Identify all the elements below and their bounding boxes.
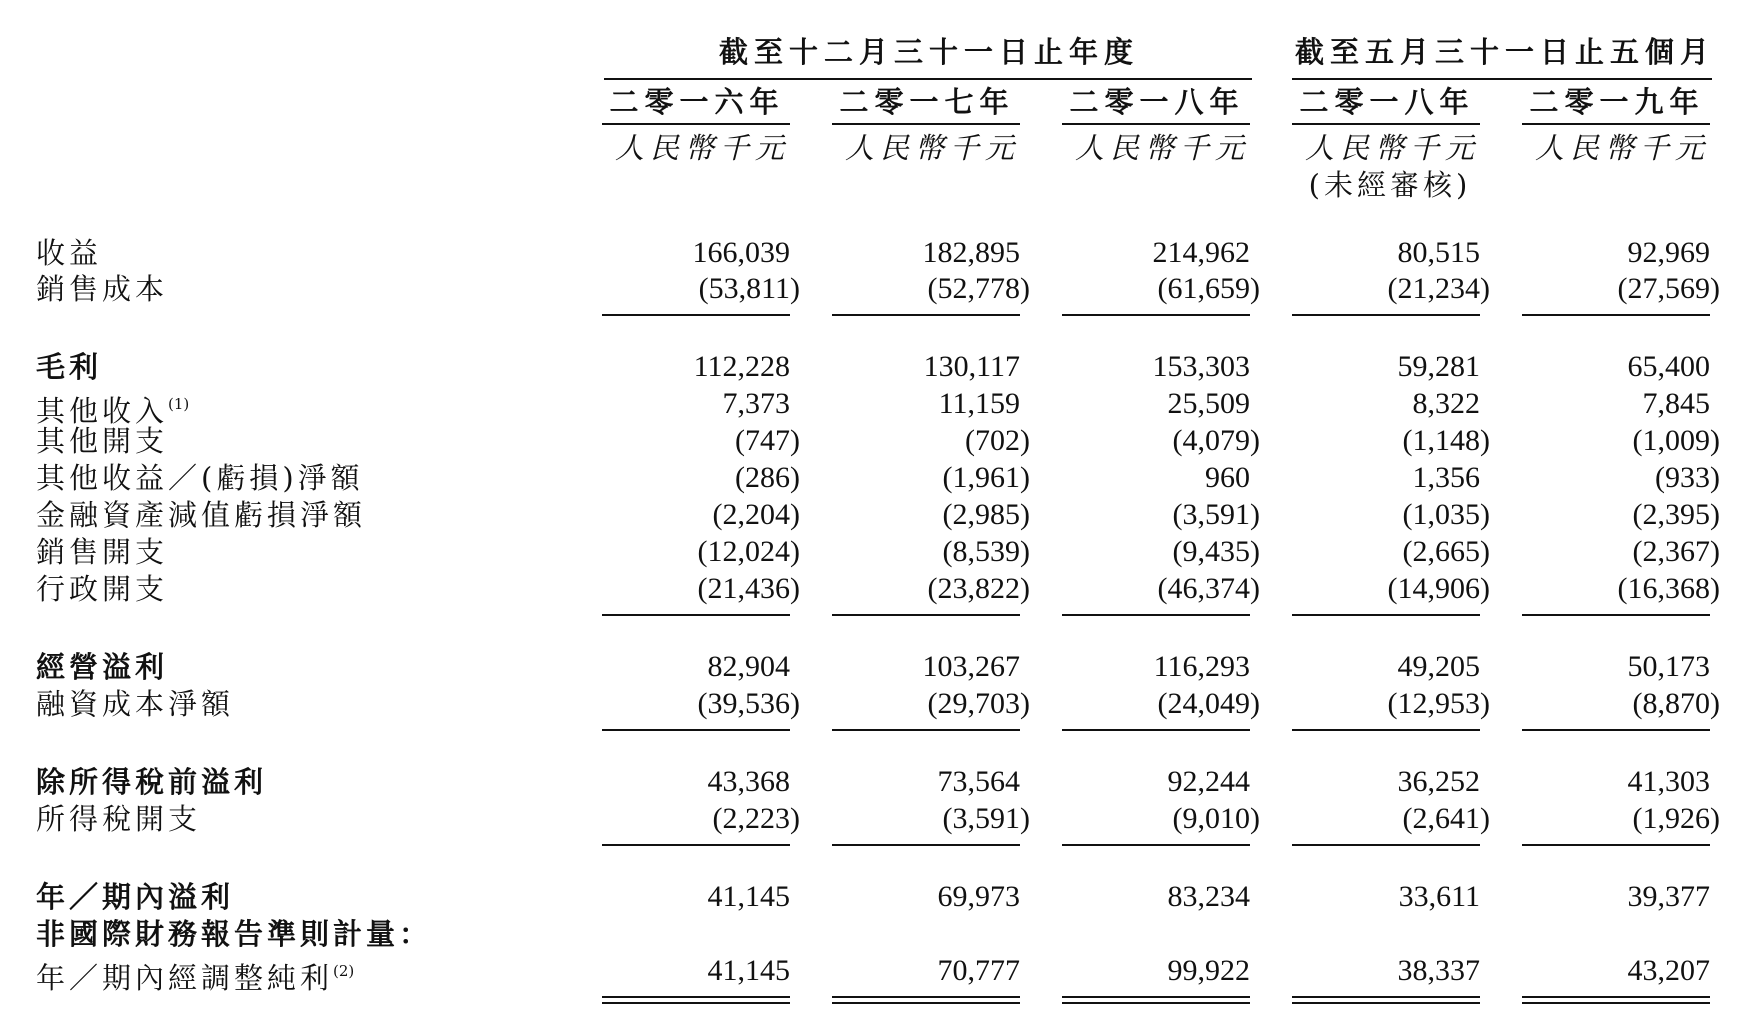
- footnote-2-marker: (2): [333, 962, 355, 980]
- footnote-1-marker: (1): [168, 395, 190, 413]
- cell-admin-2019-5m: (16,368): [1617, 572, 1720, 605]
- cell-adjusted-profit-2018: 99,922: [1167, 954, 1250, 987]
- group-header-year: 截至十二月三十一日止年度: [718, 35, 1139, 69]
- cell-profit-2017: 69,973: [937, 880, 1020, 913]
- cell-impairment-2018: (3,591): [1172, 498, 1260, 531]
- row-label-gross-profit: 毛利: [36, 350, 103, 384]
- cell-other-income-2018: 25,509: [1167, 387, 1250, 420]
- column-rule-3: [1062, 123, 1250, 125]
- cell-cost-of-sales-2017: (52,778): [927, 272, 1030, 305]
- cell-income-tax-2018: (9,010): [1172, 802, 1260, 835]
- cell-other-expenses-2019-5m: (1,009): [1632, 424, 1720, 457]
- cell-income-tax-2019-5m: (1,926): [1632, 802, 1720, 835]
- column-year-1: 二零一六年: [609, 85, 785, 119]
- cell-admin-2016: (21,436): [697, 572, 800, 605]
- subtotal-rule-pbt-5: [1522, 729, 1710, 731]
- column-rule-4: [1292, 123, 1480, 125]
- cell-admin-2017: (23,822): [927, 572, 1030, 605]
- cell-income-tax-2018-5m: (2,641): [1402, 802, 1490, 835]
- row-label-other-income-text: 其他收入: [36, 394, 169, 428]
- subtotal-rule-profit-3: [1062, 844, 1250, 846]
- total-double-rule-5: [1522, 996, 1710, 1004]
- subtotal-rule-profit-5: [1522, 844, 1710, 846]
- subtotal-rule-gross-1: [602, 314, 790, 316]
- cell-other-gains-2016: (286): [735, 461, 800, 494]
- cell-impairment-2018-5m: (1,035): [1402, 498, 1490, 531]
- cell-adjusted-profit-2019-5m: 43,207: [1627, 954, 1710, 987]
- row-label-admin-expenses: 行政開支: [36, 572, 169, 606]
- cell-revenue-2019-5m: 92,969: [1627, 236, 1710, 269]
- cell-profit-2018-5m: 33,611: [1398, 880, 1480, 913]
- cell-income-tax-2017: (3,591): [942, 802, 1030, 835]
- cell-other-expenses-2018: (4,079): [1172, 424, 1260, 457]
- column-rule-2: [832, 123, 1020, 125]
- cell-gross-profit-2019-5m: 65,400: [1627, 350, 1710, 383]
- cell-finance-costs-2018: (24,049): [1157, 687, 1260, 720]
- cell-impairment-2019-5m: (2,395): [1632, 498, 1720, 531]
- cell-gross-profit-2018-5m: 59,281: [1397, 350, 1480, 383]
- cell-gross-profit-2016: 112,228: [693, 350, 790, 383]
- subtotal-rule-profit-4: [1292, 844, 1480, 846]
- subtotal-rule-gross-4: [1292, 314, 1480, 316]
- column-rule-1: [602, 123, 790, 125]
- cell-other-gains-2019-5m: (933): [1655, 461, 1720, 494]
- column-unit-1: 人民幣千元: [614, 131, 790, 165]
- row-label-non-ifrs-heading: 非國際財務報告準則計量：: [36, 917, 433, 951]
- subtotal-rule-profit-1: [602, 844, 790, 846]
- cell-other-income-2017: 11,159: [938, 387, 1020, 420]
- cell-other-expenses-2018-5m: (1,148): [1402, 424, 1490, 457]
- subtotal-rule-gross-2: [832, 314, 1020, 316]
- subtotal-rule-operating-3: [1062, 614, 1250, 616]
- cell-selling-2017: (8,539): [942, 535, 1030, 568]
- subtotal-rule-gross-5: [1522, 314, 1710, 316]
- cell-profit-2016: 41,145: [707, 880, 790, 913]
- cell-operating-profit-2017: 103,267: [922, 650, 1020, 683]
- cell-cost-of-sales-2016: (53,811): [698, 272, 800, 305]
- row-label-revenue: 收益: [36, 236, 103, 270]
- cell-revenue-2018-5m: 80,515: [1397, 236, 1480, 269]
- subtotal-rule-operating-5: [1522, 614, 1710, 616]
- cell-profit-2018: 83,234: [1167, 880, 1250, 913]
- subtotal-rule-operating-4: [1292, 614, 1480, 616]
- cell-other-expenses-2016: (747): [735, 424, 800, 457]
- row-label-other-income: [36, 387, 189, 428]
- cell-admin-2018: (46,374): [1157, 572, 1260, 605]
- row-label-other-gains-losses: 其他收益／(虧損)淨額: [36, 461, 364, 495]
- cell-income-tax-2016: (2,223): [712, 802, 800, 835]
- cell-other-gains-2017: (1,961): [942, 461, 1030, 494]
- group-header-period: 截至五月三十一日止五個月: [1294, 35, 1715, 69]
- cell-operating-profit-2018-5m: 49,205: [1397, 650, 1480, 683]
- cell-finance-costs-2016: (39,536): [697, 687, 800, 720]
- column-year-4: 二零一八年: [1299, 85, 1475, 119]
- subtotal-rule-pbt-3: [1062, 729, 1250, 731]
- column-unit-4: 人民幣千元: [1304, 131, 1480, 165]
- cell-impairment-2016: (2,204): [712, 498, 800, 531]
- cell-operating-profit-2016: 82,904: [707, 650, 790, 683]
- column-unit-3: 人民幣千元: [1074, 131, 1250, 165]
- subtotal-rule-pbt-1: [602, 729, 790, 731]
- subtotal-rule-profit-2: [832, 844, 1020, 846]
- cell-selling-2018: (9,435): [1172, 535, 1260, 568]
- cell-finance-costs-2018-5m: (12,953): [1387, 687, 1490, 720]
- column-unit-2: 人民幣千元: [844, 131, 1020, 165]
- column-year-3: 二零一八年: [1069, 85, 1245, 119]
- total-double-rule-1: [602, 996, 790, 1004]
- subtotal-rule-pbt-4: [1292, 729, 1480, 731]
- row-label-selling-expenses: 銷售開支: [36, 535, 169, 569]
- cell-selling-2019-5m: (2,367): [1632, 535, 1720, 568]
- group-header-rule-period: [1292, 78, 1712, 80]
- row-label-finance-costs: 融資成本淨額: [36, 687, 235, 721]
- cell-finance-costs-2017: (29,703): [927, 687, 1030, 720]
- total-double-rule-2: [832, 996, 1020, 1004]
- cell-other-expenses-2017: (702): [965, 424, 1030, 457]
- column-year-5: 二零一九年: [1529, 85, 1705, 119]
- subtotal-rule-pbt-2: [832, 729, 1020, 731]
- cell-gross-profit-2018: 153,303: [1152, 350, 1250, 383]
- row-label-income-tax: 所得稅開支: [36, 802, 202, 836]
- cell-cost-of-sales-2018-5m: (21,234): [1387, 272, 1490, 305]
- row-label-cost-of-sales: 銷售成本: [36, 272, 169, 306]
- cell-operating-profit-2019-5m: 50,173: [1627, 650, 1710, 683]
- total-double-rule-3: [1062, 996, 1250, 1004]
- column-rule-5: [1522, 123, 1710, 125]
- cell-adjusted-profit-2016: 41,145: [707, 954, 790, 987]
- cell-pbt-2018: 92,244: [1167, 765, 1250, 798]
- subtotal-rule-operating-1: [602, 614, 790, 616]
- cell-pbt-2019-5m: 41,303: [1627, 765, 1710, 798]
- cell-cost-of-sales-2019-5m: (27,569): [1617, 272, 1720, 305]
- cell-adjusted-profit-2017: 70,777: [937, 954, 1020, 987]
- cell-selling-2018-5m: (2,665): [1402, 535, 1490, 568]
- cell-revenue-2018: 214,962: [1152, 236, 1250, 269]
- subtotal-rule-operating-2: [832, 614, 1020, 616]
- cell-cost-of-sales-2018: (61,659): [1157, 272, 1260, 305]
- cell-other-gains-2018-5m: 1,356: [1412, 461, 1480, 494]
- column-year-2: 二零一七年: [839, 85, 1015, 119]
- column-unaudited-note: (未經審核): [1308, 168, 1472, 202]
- cell-admin-2018-5m: (14,906): [1387, 572, 1490, 605]
- cell-gross-profit-2017: 130,117: [923, 350, 1020, 383]
- cell-other-income-2019-5m: 7,845: [1642, 387, 1710, 420]
- row-label-other-expenses: 其他開支: [36, 424, 169, 458]
- cell-other-income-2018-5m: 8,322: [1412, 387, 1480, 420]
- row-label-adjusted-net-profit-text: 年／期內經調整純利: [36, 961, 334, 995]
- cell-profit-2019-5m: 39,377: [1627, 880, 1710, 913]
- cell-other-gains-2018: 960: [1205, 461, 1250, 494]
- subtotal-rule-gross-3: [1062, 314, 1250, 316]
- row-label-profit-for-period: 年／期內溢利: [36, 880, 235, 914]
- cell-adjusted-profit-2018-5m: 38,337: [1397, 954, 1480, 987]
- cell-other-income-2016: 7,373: [722, 387, 790, 420]
- cell-pbt-2018-5m: 36,252: [1397, 765, 1480, 798]
- cell-pbt-2017: 73,564: [937, 765, 1020, 798]
- row-label-profit-before-tax: 除所得稅前溢利: [36, 765, 268, 799]
- cell-selling-2016: (12,024): [697, 535, 800, 568]
- column-unit-5: 人民幣千元: [1534, 131, 1710, 165]
- row-label-operating-profit: 經營溢利: [36, 650, 169, 684]
- cell-finance-costs-2019-5m: (8,870): [1632, 687, 1720, 720]
- cell-revenue-2016: 166,039: [692, 236, 790, 269]
- row-label-adjusted-net-profit: [36, 954, 354, 995]
- total-double-rule-4: [1292, 996, 1480, 1004]
- cell-revenue-2017: 182,895: [922, 236, 1020, 269]
- row-label-impairment-losses: 金融資產減值虧損淨額: [36, 498, 367, 532]
- group-header-rule-year: [604, 78, 1252, 80]
- cell-impairment-2017: (2,985): [942, 498, 1030, 531]
- cell-pbt-2016: 43,368: [707, 765, 790, 798]
- cell-operating-profit-2018: 116,293: [1153, 650, 1250, 683]
